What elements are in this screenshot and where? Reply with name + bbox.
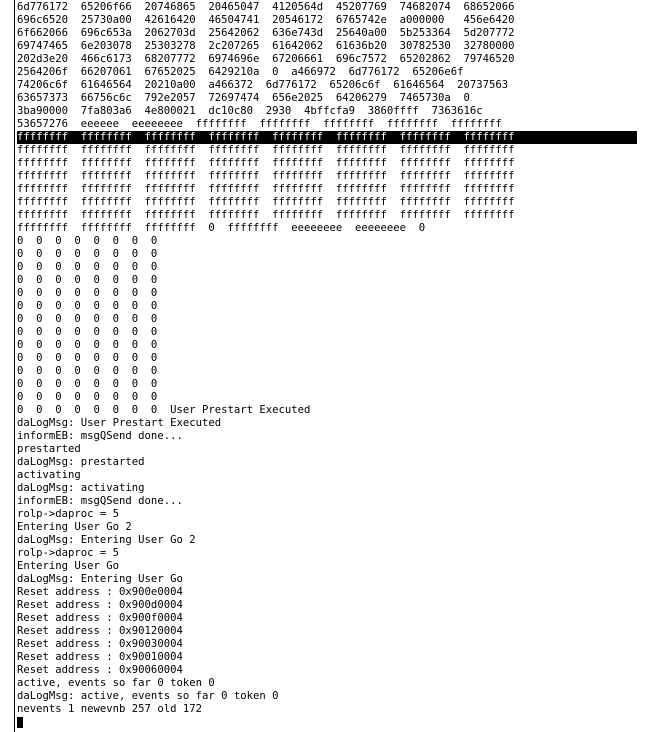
terminal-line: 0 0 0 0 0 0 0 0 bbox=[17, 274, 158, 286]
terminal-line: ffffffff ffffffff ffffffff 0 ffffffff eeeeeeee eeeeeeee 0 bbox=[17, 222, 426, 234]
terminal-line: Reset address : 0x900f0004 bbox=[17, 612, 183, 624]
terminal-line: 53657276 eeeeee eeeeeeee ffffffff ffffffff ffffffff ffffffff ffffffff bbox=[17, 118, 502, 130]
terminal-line: informEB: msgQSend done... bbox=[17, 495, 183, 507]
terminal-line: 2564206f 66207061 67652025 6429210a 0 a466972 6d776172 65206e6f bbox=[17, 66, 464, 78]
terminal-line: 0 0 0 0 0 0 0 0 User Prestart Executed bbox=[17, 404, 311, 416]
terminal-line: 0 0 0 0 0 0 0 0 bbox=[17, 287, 158, 299]
terminal-line: 0 0 0 0 0 0 0 0 bbox=[17, 261, 158, 273]
terminal-line: ffffffff ffffffff ffffffff ffffffff ffffffff ffffffff ffffffff ffffffff bbox=[17, 209, 515, 221]
terminal-line: daLogMsg: Entering User Go 2 bbox=[17, 534, 196, 546]
terminal-line: 0 0 0 0 0 0 0 0 bbox=[17, 326, 158, 338]
terminal-line: rolp->daproc = 5 bbox=[17, 508, 120, 520]
terminal-line: daLogMsg: User Prestart Executed bbox=[17, 417, 222, 429]
terminal-line: rolp->daproc = 5 bbox=[17, 547, 120, 559]
terminal-line: Reset address : 0x900d0004 bbox=[17, 599, 183, 611]
terminal-line: daLogMsg: prestarted bbox=[17, 456, 145, 468]
terminal-line: 6f662066 696c653a 2062703d 25642062 636e743d 25640a00 5b253364 5d207772 bbox=[17, 27, 515, 39]
terminal-line: Reset address : 0x90120004 bbox=[17, 625, 183, 637]
terminal-line: 0 0 0 0 0 0 0 0 bbox=[17, 352, 158, 364]
terminal-line: 696c6520 25730a00 42616420 46504741 20546172 6765742e a000000 456e6420 bbox=[17, 14, 515, 26]
terminal-line: daLogMsg: active, events so far 0 token 0 bbox=[17, 690, 279, 702]
terminal-line: Entering User Go bbox=[17, 560, 120, 572]
terminal-line: ffffffff ffffffff ffffffff ffffffff ffffffff ffffffff ffffffff ffffffff bbox=[17, 144, 515, 156]
terminal-line: ffffffff ffffffff ffffffff ffffffff ffffffff ffffffff ffffffff ffffffff bbox=[17, 196, 515, 208]
terminal-line: Reset address : 0x90030004 bbox=[17, 638, 183, 650]
terminal-line: prestarted bbox=[17, 443, 81, 455]
terminal-line: ffffffff ffffffff ffffffff ffffffff ffffffff ffffffff ffffffff ffffffff bbox=[17, 157, 515, 169]
terminal-line: ffffffff ffffffff ffffffff ffffffff ffffffff ffffffff ffffffff ffffffff bbox=[17, 183, 515, 195]
terminal-line: Reset address : 0x900e0004 bbox=[17, 586, 183, 598]
terminal-line: 6d776172 65206f66 20746865 20465047 4120564d 45207769 74682074 68652066 bbox=[17, 1, 515, 13]
terminal-line: daLogMsg: Entering User Go bbox=[17, 573, 183, 585]
terminal-cursor bbox=[17, 717, 23, 728]
terminal-line: 3ba90000 7fa803a6 4e800021 dc10c80 2930 4bffcfa9 3860ffff 7363616c bbox=[17, 105, 483, 117]
terminal-line: ffffffff ffffffff ffffffff ffffffff ffffffff ffffffff ffffffff ffffffff bbox=[17, 170, 515, 182]
terminal-line: 0 0 0 0 0 0 0 0 bbox=[17, 391, 158, 403]
terminal-line: Reset address : 0x90060004 bbox=[17, 664, 183, 676]
terminal-line: 63657373 66756c6c 792e2057 72697474 656e2025 64206279 7465730a 0 bbox=[17, 92, 470, 104]
window-left-border bbox=[14, 0, 15, 732]
terminal-line-selected: ffffffff ffffffff ffffffff ffffffff ffffffff ffffffff ffffffff ffffffff bbox=[17, 131, 637, 144]
terminal-line: 0 0 0 0 0 0 0 0 bbox=[17, 300, 158, 312]
terminal-line: Reset address : 0x90010004 bbox=[17, 651, 183, 663]
terminal-output[interactable] bbox=[17, 1, 637, 729]
terminal-line: 0 0 0 0 0 0 0 0 bbox=[17, 235, 158, 247]
terminal-prompt-line[interactable] bbox=[17, 716, 637, 729]
terminal-line: 202d3e20 466c6173 68207772 6974696e 67206661 696c7572 65202862 79746520 bbox=[17, 53, 515, 65]
terminal-line: daLogMsg: activating bbox=[17, 482, 145, 494]
terminal-line: 74206c6f 61646564 20210a00 a466372 6d776172 65206c6f 61646564 20737563 bbox=[17, 79, 509, 91]
terminal-line: nevents 1 newevnb 257 old 172 bbox=[17, 703, 202, 715]
terminal-line: 0 0 0 0 0 0 0 0 bbox=[17, 313, 158, 325]
terminal-line: 69747465 6e203078 25303278 2c207265 61642062 61636b20 30782530 32780000 bbox=[17, 40, 515, 52]
terminal-line: Entering User Go 2 bbox=[17, 521, 132, 533]
terminal-line: 0 0 0 0 0 0 0 0 bbox=[17, 248, 158, 260]
terminal-line: informEB: msgQSend done... bbox=[17, 430, 183, 442]
terminal-line: 0 0 0 0 0 0 0 0 bbox=[17, 339, 158, 351]
terminal-line: active, events so far 0 token 0 bbox=[17, 677, 215, 689]
terminal-line: 0 0 0 0 0 0 0 0 bbox=[17, 378, 158, 390]
terminal-line: 0 0 0 0 0 0 0 0 bbox=[17, 365, 158, 377]
terminal-line: activating bbox=[17, 469, 81, 481]
